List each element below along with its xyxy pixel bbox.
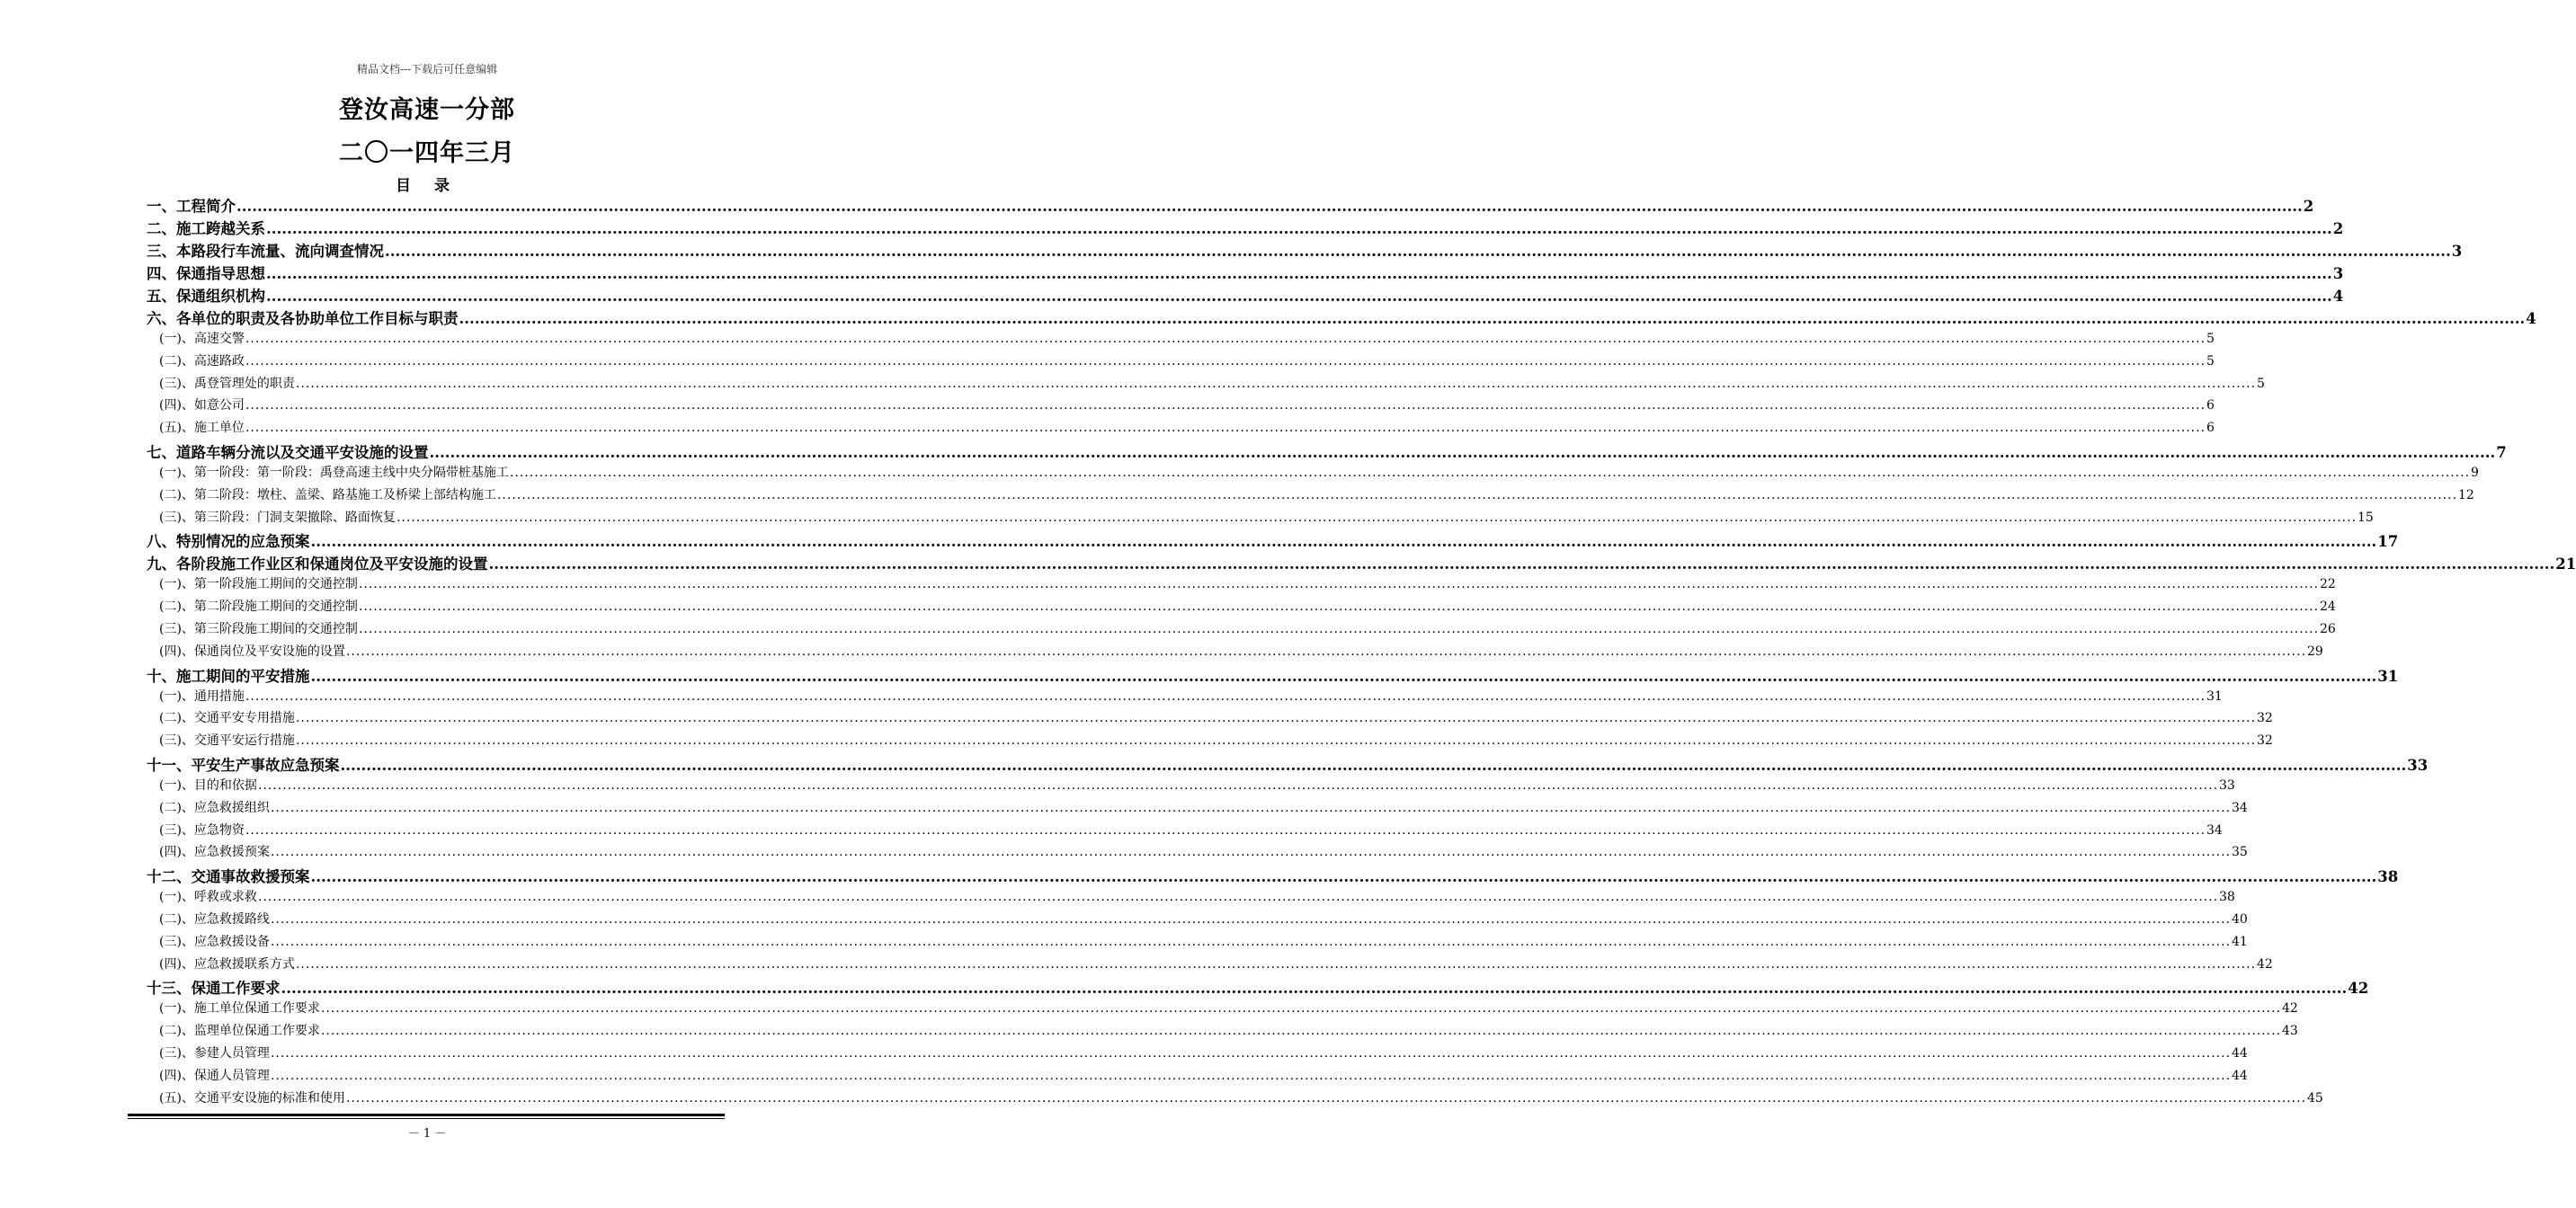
toc-entry-label: (二)、应急救援组织: [159, 800, 270, 815]
toc-dot-leader: ................................................................................................................................................................................................................................................................................................................................................................................................................: [245, 688, 2206, 704]
toc-dot-leader: ................................................................................................................................................................................................................................................................................................................................................................................................................: [310, 533, 2377, 551]
toc-subsection-entry[interactable]: [147, 999, 2298, 1021]
toc-entry-label: (二)、应急救援路线: [159, 911, 270, 927]
toc-entry-page: 44: [2232, 1068, 2248, 1083]
toc-subsection-entry[interactable]: [147, 351, 2215, 374]
toc-dot-leader: ................................................................................................................................................................................................................................................................................................................................................................................................................: [257, 890, 2219, 905]
toc-subsection-entry[interactable]: [147, 508, 2374, 530]
toc-entry-page: 7: [2496, 443, 2507, 461]
toc-entry-page: 15: [2358, 510, 2374, 525]
toc-subsection-entry[interactable]: [147, 776, 2235, 798]
document-title: 登汝高速一分部: [339, 96, 515, 124]
toc-dot-leader: ................................................................................................................................................................................................................................................................................................................................................................................................................: [266, 220, 2332, 237]
toc-dot-leader: ................................................................................................................................................................................................................................................................................................................................................................................................................: [488, 555, 2555, 573]
toc-dot-leader: ................................................................................................................................................................................................................................................................................................................................................................................................................: [345, 644, 2307, 659]
toc-entry-label: 八、特别情况的应急预案: [147, 533, 310, 551]
toc-dot-leader: ................................................................................................................................................................................................................................................................................................................................................................................................................: [270, 1068, 2232, 1083]
toc-subsection-entry[interactable]: [147, 619, 2336, 642]
toc-entry-page: 42: [2282, 1001, 2298, 1017]
toc-entry-page: 21: [2555, 555, 2576, 573]
toc-entry-page: 6: [2206, 421, 2215, 436]
toc-section-entry[interactable]: [147, 239, 2463, 262]
toc-entry-label: (三)、应急救援设备: [159, 934, 270, 949]
toc-entry-label: 十三、保通工作要求: [147, 980, 281, 998]
toc-entry-page: 5: [2206, 332, 2215, 346]
toc-entry-page: 38: [2219, 890, 2235, 905]
toc-entry-page: 2: [2332, 220, 2344, 237]
toc-dot-leader: ................................................................................................................................................................................................................................................................................................................................................................................................................: [245, 353, 2206, 369]
toc-entry-label: (五)、施工单位: [159, 421, 245, 436]
toc-subsection-entry[interactable]: [147, 597, 2336, 619]
toc-dot-leader: ................................................................................................................................................................................................................................................................................................................................................................................................................: [266, 288, 2332, 305]
toc-entry-label: (三)、第三阶段：门洞支架撤除、路面恢复: [159, 510, 396, 525]
toc-dot-leader: ................................................................................................................................................................................................................................................................................................................................................................................................................: [295, 733, 2257, 749]
toc-entry-page: 33: [2219, 777, 2235, 793]
toc-dot-leader: ................................................................................................................................................................................................................................................................................................................................................................................................................: [496, 487, 2458, 502]
toc-dot-leader: ................................................................................................................................................................................................................................................................................................................................................................................................................: [320, 1024, 2282, 1039]
toc-subsection-entry[interactable]: [147, 821, 2223, 843]
toc-dot-leader: ................................................................................................................................................................................................................................................................................................................................................................................................................: [295, 376, 2257, 391]
toc-section-entry[interactable]: [147, 865, 2399, 887]
toc-entry-page: 38: [2377, 868, 2399, 886]
toc-dot-leader: ................................................................................................................................................................................................................................................................................................................................................................................................................: [281, 980, 2348, 998]
toc-subsection-entry[interactable]: [147, 1088, 2323, 1111]
toc-dot-leader: ................................................................................................................................................................................................................................................................................................................................................................................................................: [236, 198, 2303, 215]
toc-dot-leader: ................................................................................................................................................................................................................................................................................................................................................................................................................: [358, 577, 2320, 592]
toc-heading: 目 录: [396, 177, 459, 195]
toc-entry-label: (四)、保通岗位及平安设施的设置: [159, 644, 345, 659]
toc-dot-leader: ................................................................................................................................................................................................................................................................................................................................................................................................................: [270, 800, 2232, 815]
toc-entry-label: (一)、高速交警: [159, 332, 245, 346]
document-date: 二〇一四年三月: [339, 139, 515, 167]
toc-dot-leader: ................................................................................................................................................................................................................................................................................................................................................................................................................: [396, 510, 2358, 525]
toc-section-entry[interactable]: [147, 976, 2369, 999]
toc-dot-leader: ................................................................................................................................................................................................................................................................................................................................................................................................................: [320, 1001, 2282, 1017]
toc-subsection-entry[interactable]: [147, 574, 2336, 597]
toc-entry-page: 32: [2257, 733, 2273, 749]
toc-dot-leader: ................................................................................................................................................................................................................................................................................................................................................................................................................: [429, 443, 2496, 461]
toc-entry-page: 35: [2232, 845, 2248, 860]
toc-entry-label: (一)、第一阶段施工期间的交通控制: [159, 577, 358, 592]
toc-entry-label: (四)、如意公司: [159, 398, 245, 413]
toc-dot-leader: ................................................................................................................................................................................................................................................................................................................................................................................................................: [245, 332, 2206, 346]
page-number: － 1 －: [407, 1127, 447, 1141]
toc-entry-page: 24: [2320, 600, 2336, 615]
toc-subsection-entry[interactable]: [147, 910, 2248, 932]
toc-subsection-entry[interactable]: [147, 955, 2273, 977]
toc-section-entry[interactable]: [147, 529, 2399, 552]
toc-subsection-entry[interactable]: [147, 1066, 2248, 1088]
toc-entry-label: 五、保通组织机构: [147, 288, 265, 305]
toc-entry-page: 26: [2320, 621, 2336, 636]
toc-dot-leader: ................................................................................................................................................................................................................................................................................................................................................................................................................: [266, 265, 2332, 282]
toc-dot-leader: ................................................................................................................................................................................................................................................................................................................................................................................................................: [345, 1090, 2307, 1106]
toc-entry-label: (二)、交通平安专用措施: [159, 711, 295, 726]
toc-entry-label: (三)、应急物资: [159, 822, 245, 838]
footer-rule-thick: [128, 1114, 725, 1116]
toc-subsection-entry[interactable]: [147, 395, 2215, 418]
toc-section-entry[interactable]: [147, 262, 2344, 284]
toc-entry-page: 42: [2348, 980, 2369, 998]
toc-entry-label: 十二、交通事故救援预案: [147, 868, 310, 886]
toc-dot-leader: ................................................................................................................................................................................................................................................................................................................................................................................................................: [270, 845, 2232, 860]
toc-entry-page: 40: [2232, 911, 2248, 927]
toc-entry-page: 33: [2407, 756, 2429, 774]
toc-entry-page: 4: [2332, 288, 2344, 305]
toc-entry-page: 2: [2303, 198, 2314, 215]
toc-section-entry[interactable]: [147, 664, 2399, 687]
toc-dot-leader: ................................................................................................................................................................................................................................................................................................................................................................................................................: [509, 465, 2471, 480]
toc-entry-label: (三)、禹登管理处的职责: [159, 376, 295, 391]
toc-dot-leader: ................................................................................................................................................................................................................................................................................................................................................................................................................: [295, 956, 2257, 972]
toc-entry-page: 32: [2257, 711, 2273, 726]
toc-dot-leader: ................................................................................................................................................................................................................................................................................................................................................................................................................: [270, 934, 2232, 949]
toc-dot-leader: ................................................................................................................................................................................................................................................................................................................................................................................................................: [310, 667, 2377, 685]
toc-entry-page: 5: [2206, 353, 2215, 369]
toc-entry-label: 六、各单位的职责及各协助单位工作目标与职责: [147, 310, 459, 327]
toc-entry-page: 4: [2526, 310, 2536, 327]
toc-entry-page: 3: [2451, 243, 2463, 260]
toc-entry-label: 三、本路段行车流量、流向调查情况: [147, 243, 384, 260]
table-of-contents: [147, 194, 2576, 1110]
toc-dot-leader: ................................................................................................................................................................................................................................................................................................................................................................................................................: [358, 621, 2320, 636]
toc-subsection-entry[interactable]: [147, 1044, 2248, 1066]
toc-section-entry[interactable]: [147, 306, 2536, 329]
toc-entry-page: 41: [2232, 934, 2248, 949]
toc-entry-page: 17: [2377, 533, 2399, 551]
toc-section-entry[interactable]: [147, 194, 2314, 217]
toc-entry-label: (一)、通用措施: [159, 688, 245, 704]
toc-subsection-entry[interactable]: [147, 418, 2215, 440]
toc-dot-leader: ................................................................................................................................................................................................................................................................................................................................................................................................................: [245, 822, 2206, 838]
toc-section-entry[interactable]: [147, 552, 2576, 574]
toc-dot-leader: ................................................................................................................................................................................................................................................................................................................................................................................................................: [245, 398, 2206, 413]
toc-entry-label: (三)、交通平安运行措施: [159, 733, 295, 749]
header-note: 精品文档---下载后可任意编辑: [356, 63, 498, 76]
toc-entry-label: 一、工程简介: [147, 198, 236, 215]
toc-entry-page: 34: [2232, 800, 2248, 815]
toc-entry-label: (五)、交通平安设施的标准和使用: [159, 1090, 345, 1106]
toc-entry-label: (四)、应急救援联系方式: [159, 956, 295, 972]
toc-entry-page: 29: [2307, 644, 2323, 659]
toc-section-entry[interactable]: [147, 217, 2344, 239]
toc-entry-page: 9: [2471, 465, 2479, 480]
toc-subsection-entry[interactable]: [147, 374, 2265, 396]
toc-entry-page: 12: [2458, 487, 2474, 502]
toc-entry-page: 44: [2232, 1045, 2248, 1061]
toc-dot-leader: ................................................................................................................................................................................................................................................................................................................................................................................................................: [358, 600, 2320, 615]
toc-entry-label: (一)、目的和依据: [159, 777, 257, 793]
toc-subsection-entry[interactable]: [147, 887, 2235, 910]
toc-dot-leader: ................................................................................................................................................................................................................................................................................................................................................................................................................: [295, 711, 2257, 726]
toc-entry-label: 十一、平安生产事故应急预案: [147, 756, 340, 774]
toc-entry-label: (一)、第一阶段：第一阶段：禹登高速主线中央分隔带桩基施工: [159, 465, 509, 480]
toc-entry-label: (二)、第二阶段：墩柱、盖梁、路基施工及桥梁上部结构施工: [159, 487, 496, 502]
toc-dot-leader: ................................................................................................................................................................................................................................................................................................................................................................................................................: [385, 243, 2451, 260]
toc-subsection-entry[interactable]: [147, 485, 2474, 508]
toc-entry-label: 十、施工期间的平安措施: [147, 667, 310, 685]
toc-subsection-entry[interactable]: [147, 798, 2248, 821]
toc-subsection-entry[interactable]: [147, 708, 2273, 731]
toc-subsection-entry[interactable]: [147, 687, 2223, 709]
toc-entry-label: 二、施工跨越关系: [147, 220, 265, 237]
toc-entry-page: 42: [2257, 956, 2273, 972]
toc-section-entry[interactable]: [147, 440, 2507, 463]
toc-entry-page: 31: [2206, 688, 2223, 704]
toc-subsection-entry[interactable]: [147, 932, 2248, 955]
toc-entry-label: 七、道路车辆分流以及交通平安设施的设置: [147, 443, 429, 461]
toc-entry-label: (四)、保通人员管理: [159, 1068, 270, 1083]
toc-subsection-entry[interactable]: [147, 731, 2273, 753]
toc-dot-leader: ................................................................................................................................................................................................................................................................................................................................................................................................................: [245, 421, 2206, 436]
toc-entry-page: 5: [2257, 376, 2265, 391]
toc-entry-label: (三)、第三阶段施工期间的交通控制: [159, 621, 358, 636]
toc-entry-page: 22: [2320, 577, 2336, 592]
toc-entry-label: (二)、监理单位保通工作要求: [159, 1024, 320, 1039]
toc-subsection-entry[interactable]: [147, 1021, 2298, 1044]
toc-entry-label: (四)、应急救援预案: [159, 845, 270, 860]
toc-dot-leader: ................................................................................................................................................................................................................................................................................................................................................................................................................: [340, 756, 2407, 774]
toc-section-entry[interactable]: [147, 284, 2344, 306]
toc-dot-leader: ................................................................................................................................................................................................................................................................................................................................................................................................................: [270, 911, 2232, 927]
toc-entry-label: (三)、参建人员管理: [159, 1045, 270, 1061]
toc-dot-leader: ................................................................................................................................................................................................................................................................................................................................................................................................................: [270, 1045, 2232, 1061]
toc-entry-page: 6: [2206, 398, 2215, 413]
toc-entry-label: 九、各阶段施工作业区和保通岗位及平安设施的设置: [147, 555, 488, 573]
toc-section-entry[interactable]: [147, 753, 2429, 776]
toc-entry-page: 34: [2206, 822, 2223, 838]
toc-dot-leader: ................................................................................................................................................................................................................................................................................................................................................................................................................: [310, 868, 2377, 886]
toc-subsection-entry[interactable]: [147, 842, 2248, 865]
toc-entry-label: 四、保通指导思想: [147, 265, 265, 282]
toc-dot-leader: ................................................................................................................................................................................................................................................................................................................................................................................................................: [459, 310, 2526, 327]
toc-subsection-entry[interactable]: [147, 463, 2479, 485]
toc-subsection-entry[interactable]: [147, 329, 2215, 351]
toc-entry-label: (二)、第二阶段施工期间的交通控制: [159, 600, 358, 615]
toc-entry-page: 45: [2307, 1090, 2323, 1106]
toc-entry-label: (二)、高速路政: [159, 353, 245, 369]
toc-entry-page: 43: [2282, 1024, 2298, 1039]
toc-subsection-entry[interactable]: [147, 642, 2323, 664]
toc-entry-label: (一)、施工单位保通工作要求: [159, 1001, 320, 1017]
toc-entry-page: 31: [2377, 667, 2399, 685]
footer-rule-thin: [128, 1118, 725, 1119]
toc-dot-leader: ................................................................................................................................................................................................................................................................................................................................................................................................................: [257, 777, 2219, 793]
toc-entry-label: (一)、呼救或求救: [159, 890, 257, 905]
toc-entry-page: 3: [2332, 265, 2344, 282]
